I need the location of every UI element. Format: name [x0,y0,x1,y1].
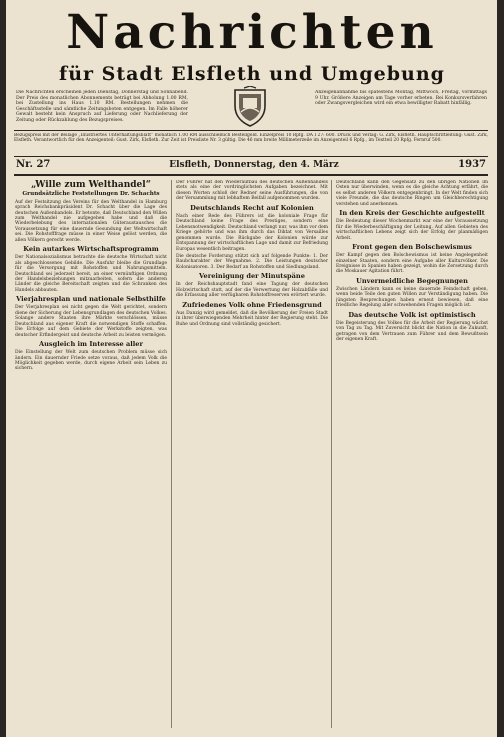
section-heading: Deutschlands Recht auf Kolonien [190,203,314,212]
column-3 [336,180,488,728]
column-divider [171,180,172,728]
section-heading: Unvermeidliche Begegnungen [356,276,468,285]
info-rule [14,156,488,157]
subscription-notice: Die Nachrichten erscheinen jeden Dienstag, Donnerstag und Sonnabend. Der Preis des monatlichen Abonnements beträgt bei Abholung 1.00 RM, bei Zustellung ins Haus 1.10 RM. Bestellungen nehmen die Geschäftsstelle und sämtliche Zeitungsboten entgegen. Im Falle höherer Gewalt besteht kein Anspruch auf Lieferung oder Nachlieferung der Zeitung oder Rückzahlung des Bezugspreises. [16,90,188,123]
masthead-subtitle: für Stadt Elsfleth und Umgebung [59,63,445,85]
masthead-title: Nachrichten [66,5,438,60]
section-heading: Front gegen den Bolschewismus [352,243,472,252]
section-heading: Das deutsche Volk ist optimistisch [348,310,476,319]
section-heading: Ausgleich im Interesse aller [39,340,143,349]
coat-of-arms-icon [229,86,271,128]
article-paragraph: Der Vierjahresplan sei nicht gegen die Welt gerichtet, sondern diene der Sicherung der Lebensgrundlagen des deutschen Volkes. Solange andere Staaten ihre Märkte verschlössen, müsse Deutschland aus eigener Kraft die notwendigen Stoffe schaffen. Die Erfolge auf dem Gebiete der Werkstoffe zeigten, was deutscher Erfindergeist und deutsche Arbeit zu leisten vermögen. [15,305,167,338]
dateline-rule [14,174,488,176]
header-rule [14,130,488,131]
article-paragraph: Nach einer Rede des Führers ist die koloniale Frage für Deutschland keine Frage des Prestiges, sondern eine Lebensnotwendigkeit. Deutschland verlangt nur, was ihm vor dem Kriege gehörte und was ihm durch das Diktat von Versailles genommen wurde. Die Rückgabe der Kolonien würde zur Entspannung der wirtschaftlichen Lage und damit zur Befriedung Europas wesentlich beitragen. [176,213,328,252]
section-heading: In den Kreis der Geschichte aufgestellt [339,209,485,218]
article-paragraph: Die Bedeutung dieser Wochenmarkt war eine der Voraussetzung für die Wiederbeschäftigung der Leitung. Auf allen Gebieten des wirtschaftlichen Lebens zeigt sich der Erfolg der planmäßigen Arbeit. [336,219,488,241]
section-heading: Vereinigung der Minutspäne [199,272,305,281]
article-paragraph: Der Nationalsozialismus betrachte die deutsche Wirtschaft nicht als abgeschlossenes Gebilde. Die Ausfuhr bleibe die Grundlage für die Versorgung mit Rohstoffen und Nahrungsmitteln. Deutschland sei jederzeit bereit, an einer vernünftigen Ordnung der Handelsbeziehungen mitzuarbeiten, sofern die anderen Länder die gleiche Bereitschaft zeigten und die Schranken des Handels abbauten. [15,255,167,293]
section-heading: Zufriedenes Volk ohne Friedensgrund [182,300,322,309]
article-paragraph: Die Einstellung der Welt zum deutschen Problem müsse sich ändern. Ein dauernder Friede setze voraus, daß jedem Volk die Möglichkeit gegeben werde, durch eigene Arbeit sein Leben zu sichern. [15,350,167,372]
issue-number: Nr. 27 [16,159,51,170]
newspaper-page [6,0,497,737]
section-heading: Vierjahresplan und nationale Selbsthilfe [16,295,166,304]
advertising-notice: Anzeigenannahme bis spätestens Montag, Mittwoch, Freitag, vormittags 9 Uhr. Größere Anzeigen am Tage vorher erbeten. Bei Konkursverfahren oder Zwangsvergleichen wird ein etwa bewilligter Rabatt hinfällig. [315,90,487,107]
issue-year: 1937 [458,159,486,170]
issue-date: Elsfleth, Donnerstag, den 4. März [169,160,339,170]
issue-dateline [14,158,488,172]
article-paragraph: Auf der Festsitzung des Vereins für den Welthandel in Hamburg sprach Reichsbankpräsident Dr. Schacht über die Lage des deutschen Außenhandels. Er betonte, daß Deutschland den Willen zum Welthandel nie aufgegeben habe und daß die Wiederbelebung des internationalen Güteraustausches die Voraussetzung für eine dauernde Gesundung der Weltwirtschaft sei. Die Rohstofffrage müsse in einer Weise gelöst werden, die allen Völkern gerecht werde. [15,199,167,243]
subheadline: Grundsätzliche Feststellungen Dr. Schachts [22,191,160,197]
article-paragraph: Der Führer hat den Wiederaufbau des deutschen Außenhandels stets als eine der vordringlichsten Aufgaben bezeichnet. Mit diesen Worten schloß der Redner seine Ausführungen, die von der Versammlung mit lebhaftem Beifall aufgenommen wurden. [176,180,328,202]
section-heading: Kein autarkes Wirtschaftsprogramm [23,245,159,254]
article-paragraph: Die deutsche Forderung stützt sich auf folgende Punkte: 1. Der Raubcharakter der Wegnahme. 2. Die Leistungen deutscher Kolonisatoren. 3. Der Bedarf an Rohstoffen und Siedlungsland. [176,253,328,270]
column-1 [15,180,167,728]
article-paragraph: Aus Danzig wird gemeldet, daß die Bevölkerung der Freien Stadt in ihrer überwiegenden Mehrheit hinter der Regierung steht. Die Ruhe und Ordnung sind vollständig gesichert. [176,310,328,327]
article-paragraph: Der Kampf gegen den Bolschewismus ist keine Angelegenheit einzelner Staaten, sondern eine Aufgabe aller Kulturvölker. Die Ereignisse in Spanien haben gezeigt, wohin die Zersetzung durch die Moskauer Agitation führt. [336,253,488,275]
article-paragraph: In der Reichshauptstadt fand eine Tagung der deutschen Holzwirtschaft statt, auf der die Verwertung der Holzabfälle und die Erfassung aller verfügbaren Rohstoffreserven erörtert wurde. [176,282,328,299]
article-paragraph: Die Begeisterung des Volkes für die Arbeit der Regierung wächst von Tag zu Tag. Mit Zuversicht blickt die Nation in die Zukunft, getragen von dem Vertrauen zum Führer und dem Bewußtsein der eigenen Kraft. [336,320,488,343]
article-paragraph: Zwischen Ländern kann es keine dauernde Feindschaft geben, wenn beide Teile den guten Willen zur Verständigung haben. Die jüngsten Besprechungen haben erneut bewiesen, daß eine friedliche Regelung aller schwebenden Fragen möglich ist. [336,286,488,309]
column-divider [331,180,332,728]
column-2 [176,180,328,728]
publisher-info: Bezugspreis mit der Beilage „Illustriertes Unterhaltungsblatt“ monatlich 1.00 RM ausschließlich Bestellgeld. Einzelpreis 10 Rpfg. DA I 27: 600. Druck und Verlag: G. Zirk, Elsfleth. Hauptschriftleitung: Gust. Zirk, Elsfleth. Verantwortlich für den Anzeigenteil: Gust. Zirk, Elsfleth. Zur Zeit ist Preisliste Nr. 3 gültig. Die 46 mm breite Millimeterzeile im Anzeigenteil 6 Rpfg., im Textteil 20 Rpfg. Fernruf 500. [14,133,488,144]
article-paragraph: Deutschland kann den Gegensatz zu den übrigen Nationen im Osten nur überwinden, wenn es die gleiche Achtung erfährt, die es selbst anderen Völkern entgegenbringt. In der Welt finden sich viele Freunde, die das deutsche Ringen um Gleichberechtigung verstehen und anerkennen. [336,180,488,207]
headline: „Wille zum Welthandel“ [31,180,151,190]
